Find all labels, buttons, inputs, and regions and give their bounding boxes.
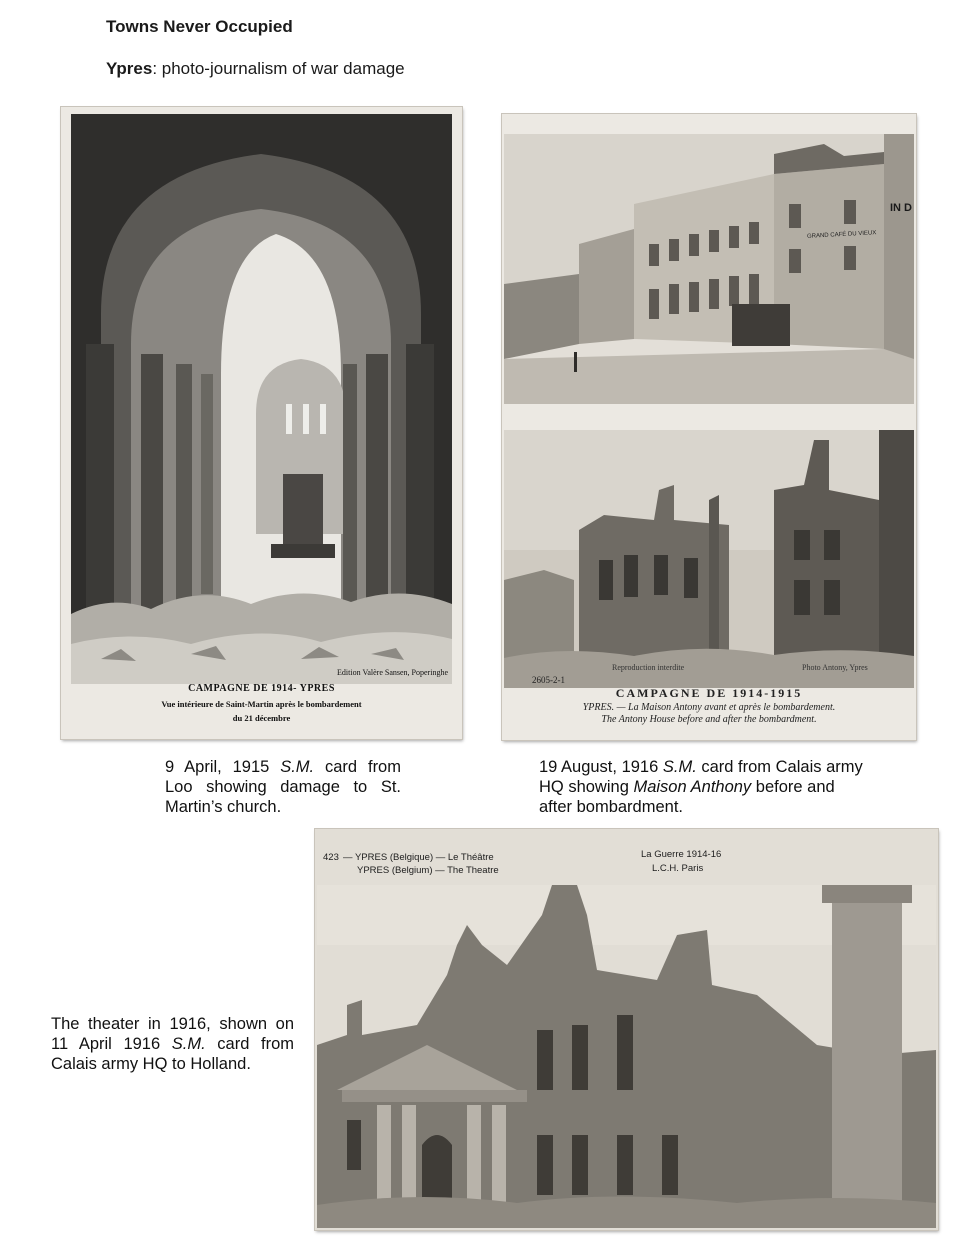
card2-number: 2605-2-1 xyxy=(532,675,565,685)
photo-antony-after xyxy=(504,430,914,688)
card1-publisher: Edition Valère Sansen, Poperinghe xyxy=(337,668,448,677)
caption-st-martin xyxy=(165,757,401,817)
subtitle-town: Ypres xyxy=(106,59,153,78)
photo-antony-before xyxy=(504,134,914,404)
caption3-sm: S.M. xyxy=(171,1035,206,1053)
caption-theatre xyxy=(51,1014,294,1074)
caption2-house-name: Maison Anthony xyxy=(633,778,752,796)
card3-title-english: YPRES (Belgium) — The Theatre xyxy=(357,865,499,876)
card2-french-line: YPRES. — La Maison Antony avant et après le bombardement. xyxy=(582,702,836,713)
card2-stamp-right: Photo Antony, Ypres xyxy=(802,663,868,672)
postcard-maison-antony xyxy=(502,114,916,740)
card3-series: La Guerre 1914-16 xyxy=(641,849,722,860)
card2-stamp-left: Reproduction interdite xyxy=(612,663,685,672)
card1-date-line: du 21 décembre xyxy=(232,713,291,723)
caption2-text-end: before and after bombardment. xyxy=(539,778,835,816)
caption2-date: 19 August, 1916 xyxy=(539,758,663,776)
page-subtitle xyxy=(106,59,405,79)
card1-title-line: CAMPAGNE DE 1914- YPRES xyxy=(188,683,335,694)
card3-title-french: — YPRES (Belgique) — Le Théâtre xyxy=(343,852,494,863)
caption2-sm: S.M. xyxy=(662,758,697,776)
caption1-text: card from Loo showing damage to St. Martin’s church. xyxy=(165,758,401,816)
card2-english-line: The Antony House before and after the bombardment. xyxy=(601,714,817,725)
caption-maison-antony xyxy=(539,757,865,817)
caption3-text-end: card from Calais army HQ to Holland. xyxy=(51,1035,294,1073)
sign-grand-cafe: GRAND CAFÉ DU VIEUX xyxy=(806,230,877,240)
caption1-date: 9 April, 1915 xyxy=(165,758,281,776)
postcard-theatre xyxy=(315,829,938,1230)
sign-side: IN D xyxy=(890,202,912,214)
caption1-sm: S.M. xyxy=(280,758,315,776)
subtitle-description: : photo-journalism of war damage xyxy=(152,59,405,78)
card3-publisher: L.C.H. Paris xyxy=(652,863,704,874)
postcard-st-martin xyxy=(61,107,462,739)
caption3-text: The theater in 1916, shown on 11 April 1916 xyxy=(51,1015,294,1053)
page-title: Towns Never Occupied xyxy=(106,17,293,36)
photo-church-interior xyxy=(71,114,452,684)
card2-title-line: CAMPAGNE DE 1914-1915 xyxy=(615,686,803,700)
photo-theatre-ruins xyxy=(317,885,936,1228)
card1-description-line: Vue intérieure de Saint-Martin après le bombardement xyxy=(161,699,362,709)
card3-number: 423 xyxy=(323,852,339,863)
caption2-text: card from Calais army HQ showing xyxy=(539,758,863,796)
